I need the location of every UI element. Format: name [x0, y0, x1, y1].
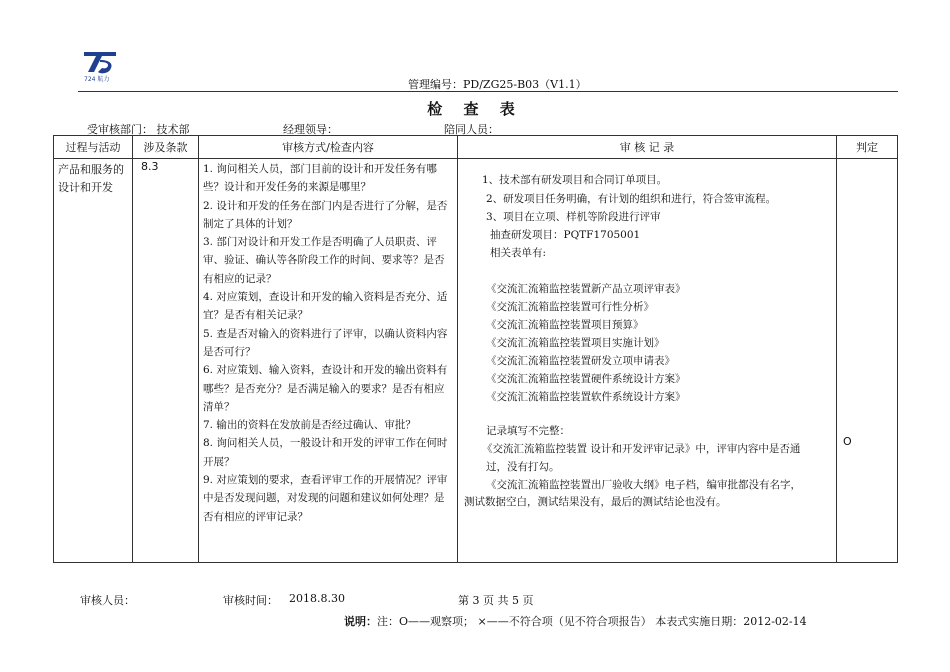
record-form: 《交流汇流箱监控装置硬件系统设计方案》 — [486, 373, 686, 385]
record-incomplete-line: 过，没有打勾。 — [486, 461, 560, 473]
audit-time-label: 审核时间： — [223, 594, 278, 607]
escort-field: 陪同人员： — [444, 123, 499, 136]
footer-note — [344, 613, 807, 629]
record-incomplete-line: 《交流汇流箱监控装置 设计和开发评审记录》中，评审内容中是否通 — [482, 443, 801, 455]
method-list — [199, 159, 457, 526]
auditor-field: 审核人员： — [80, 594, 135, 607]
method-cell — [199, 159, 458, 563]
header-divider — [78, 91, 898, 92]
checklist-table — [53, 135, 898, 563]
method-item: 6. 对应策划、输入资料，查设计和开发的输出资料有哪些？是否充分？是否满足输入的要求？是否有相应清单？ — [203, 364, 448, 413]
method-item: 5. 查是否对输入的资料进行了评审，以确认资料内容是否可行？ — [203, 327, 448, 358]
header-clause: 涉及条款 — [133, 136, 199, 159]
record-point: 3、项目在立项、样机等阶段进行评审 — [486, 211, 661, 223]
verdict-content — [837, 159, 897, 562]
record-incomplete-title: 记录填写不完整： — [486, 425, 570, 437]
record-forms-intro: 相关表单有: — [490, 247, 547, 259]
header-verdict: 判定 — [837, 136, 898, 159]
page-number: 第 3 页 共 5 页 — [458, 594, 534, 607]
audit-time-value: 2018.8.30 — [289, 592, 345, 605]
record-point: 1、技术部有研发项目和合同订单项目。 — [482, 174, 668, 186]
record-form: 《交流汇流箱监控装置研发立项申请表》 — [486, 355, 675, 367]
method-item: 4. 对应策划，查设计和开发的输入资料是否充分、适宜？是否有相关记录？ — [203, 291, 448, 322]
logo-text: 724 航力 — [84, 76, 110, 83]
header-method: 审核方式/检查内容 — [199, 136, 458, 159]
header-process: 过程与活动 — [54, 136, 133, 159]
document-number: 管理编号：PD/ZG25-B03（V1.1） — [408, 78, 587, 91]
verdict-cell — [837, 159, 898, 563]
header-record: 审 核 记 录 — [458, 136, 837, 159]
process-text: 产品和服务的设计和开发 — [58, 163, 124, 194]
table-row — [54, 159, 898, 563]
record-incomplete-line: 测试数据空白，测试结果没有，最后的测试结论也没有。 — [464, 496, 727, 508]
record-form: 《交流汇流箱监控装置新产品立项评审表》 — [486, 283, 686, 295]
record-incomplete-line: 《交流汇流箱监控装置出厂验收大纲》电子档，编审批都没有名字， — [486, 479, 801, 491]
record-form: 《交流汇流箱监控装置可行性分析》 — [486, 301, 654, 313]
table-header-row — [54, 136, 898, 159]
record-form: 《交流汇流箱监控装置项目实施计划》 — [486, 337, 665, 349]
record-sample: 抽查研发项目：PQTF1705001 — [490, 229, 641, 241]
company-logo — [80, 48, 120, 84]
audited-department: 受审核部门： 技术部 — [87, 123, 190, 136]
record-content — [458, 159, 836, 562]
clause-cell — [133, 159, 199, 563]
record-form: 《交流汇流箱监控装置项目预算》 — [486, 319, 644, 331]
method-item: 3. 部门对设计和开发工作是否明确了人员职责、评审、验证、确认等各阶段工作的时间、要求等？是否有相应的记录？ — [203, 236, 445, 285]
note-label: 说明： — [344, 615, 377, 628]
verdict-value: O — [843, 435, 852, 448]
method-item: 1. 询问相关人员，部门目前的设计和开发任务有哪些？设计和开发任务的来源是哪里？ — [203, 163, 437, 194]
method-item: 7. 输出的资料在发放前是否经过确认、审批？ — [203, 419, 416, 432]
manager-field: 经理领导： — [283, 123, 338, 136]
note-text: 注：O——观察项； ×——不符合项（见不符合项报告） 本表式实施日期：2012-02-14 — [377, 615, 807, 628]
method-item: 9. 对应策划的要求，查看评审工作的开展情况？评审中是否发现问题，对发现的问题和建议如何处理？是否有相应的评审记录？ — [203, 474, 448, 523]
record-point: 2、研发项目任务明确，有计划的组织和进行，符合签审流程。 — [486, 193, 777, 205]
method-item: 2. 设计和开发的任务在部门内是否进行了分解，是否制定了具体的计划？ — [203, 199, 448, 230]
record-form: 《交流汇流箱监控装置软件系统设计方案》 — [486, 391, 686, 403]
record-cell — [458, 159, 837, 563]
page-title: 检 查 表 — [427, 100, 523, 118]
process-cell — [54, 159, 133, 563]
clause-text: 8.3 — [141, 160, 159, 173]
method-item: 8. 询问相关人员，一般设计和开发的评审工作在何时开展？ — [203, 437, 448, 468]
